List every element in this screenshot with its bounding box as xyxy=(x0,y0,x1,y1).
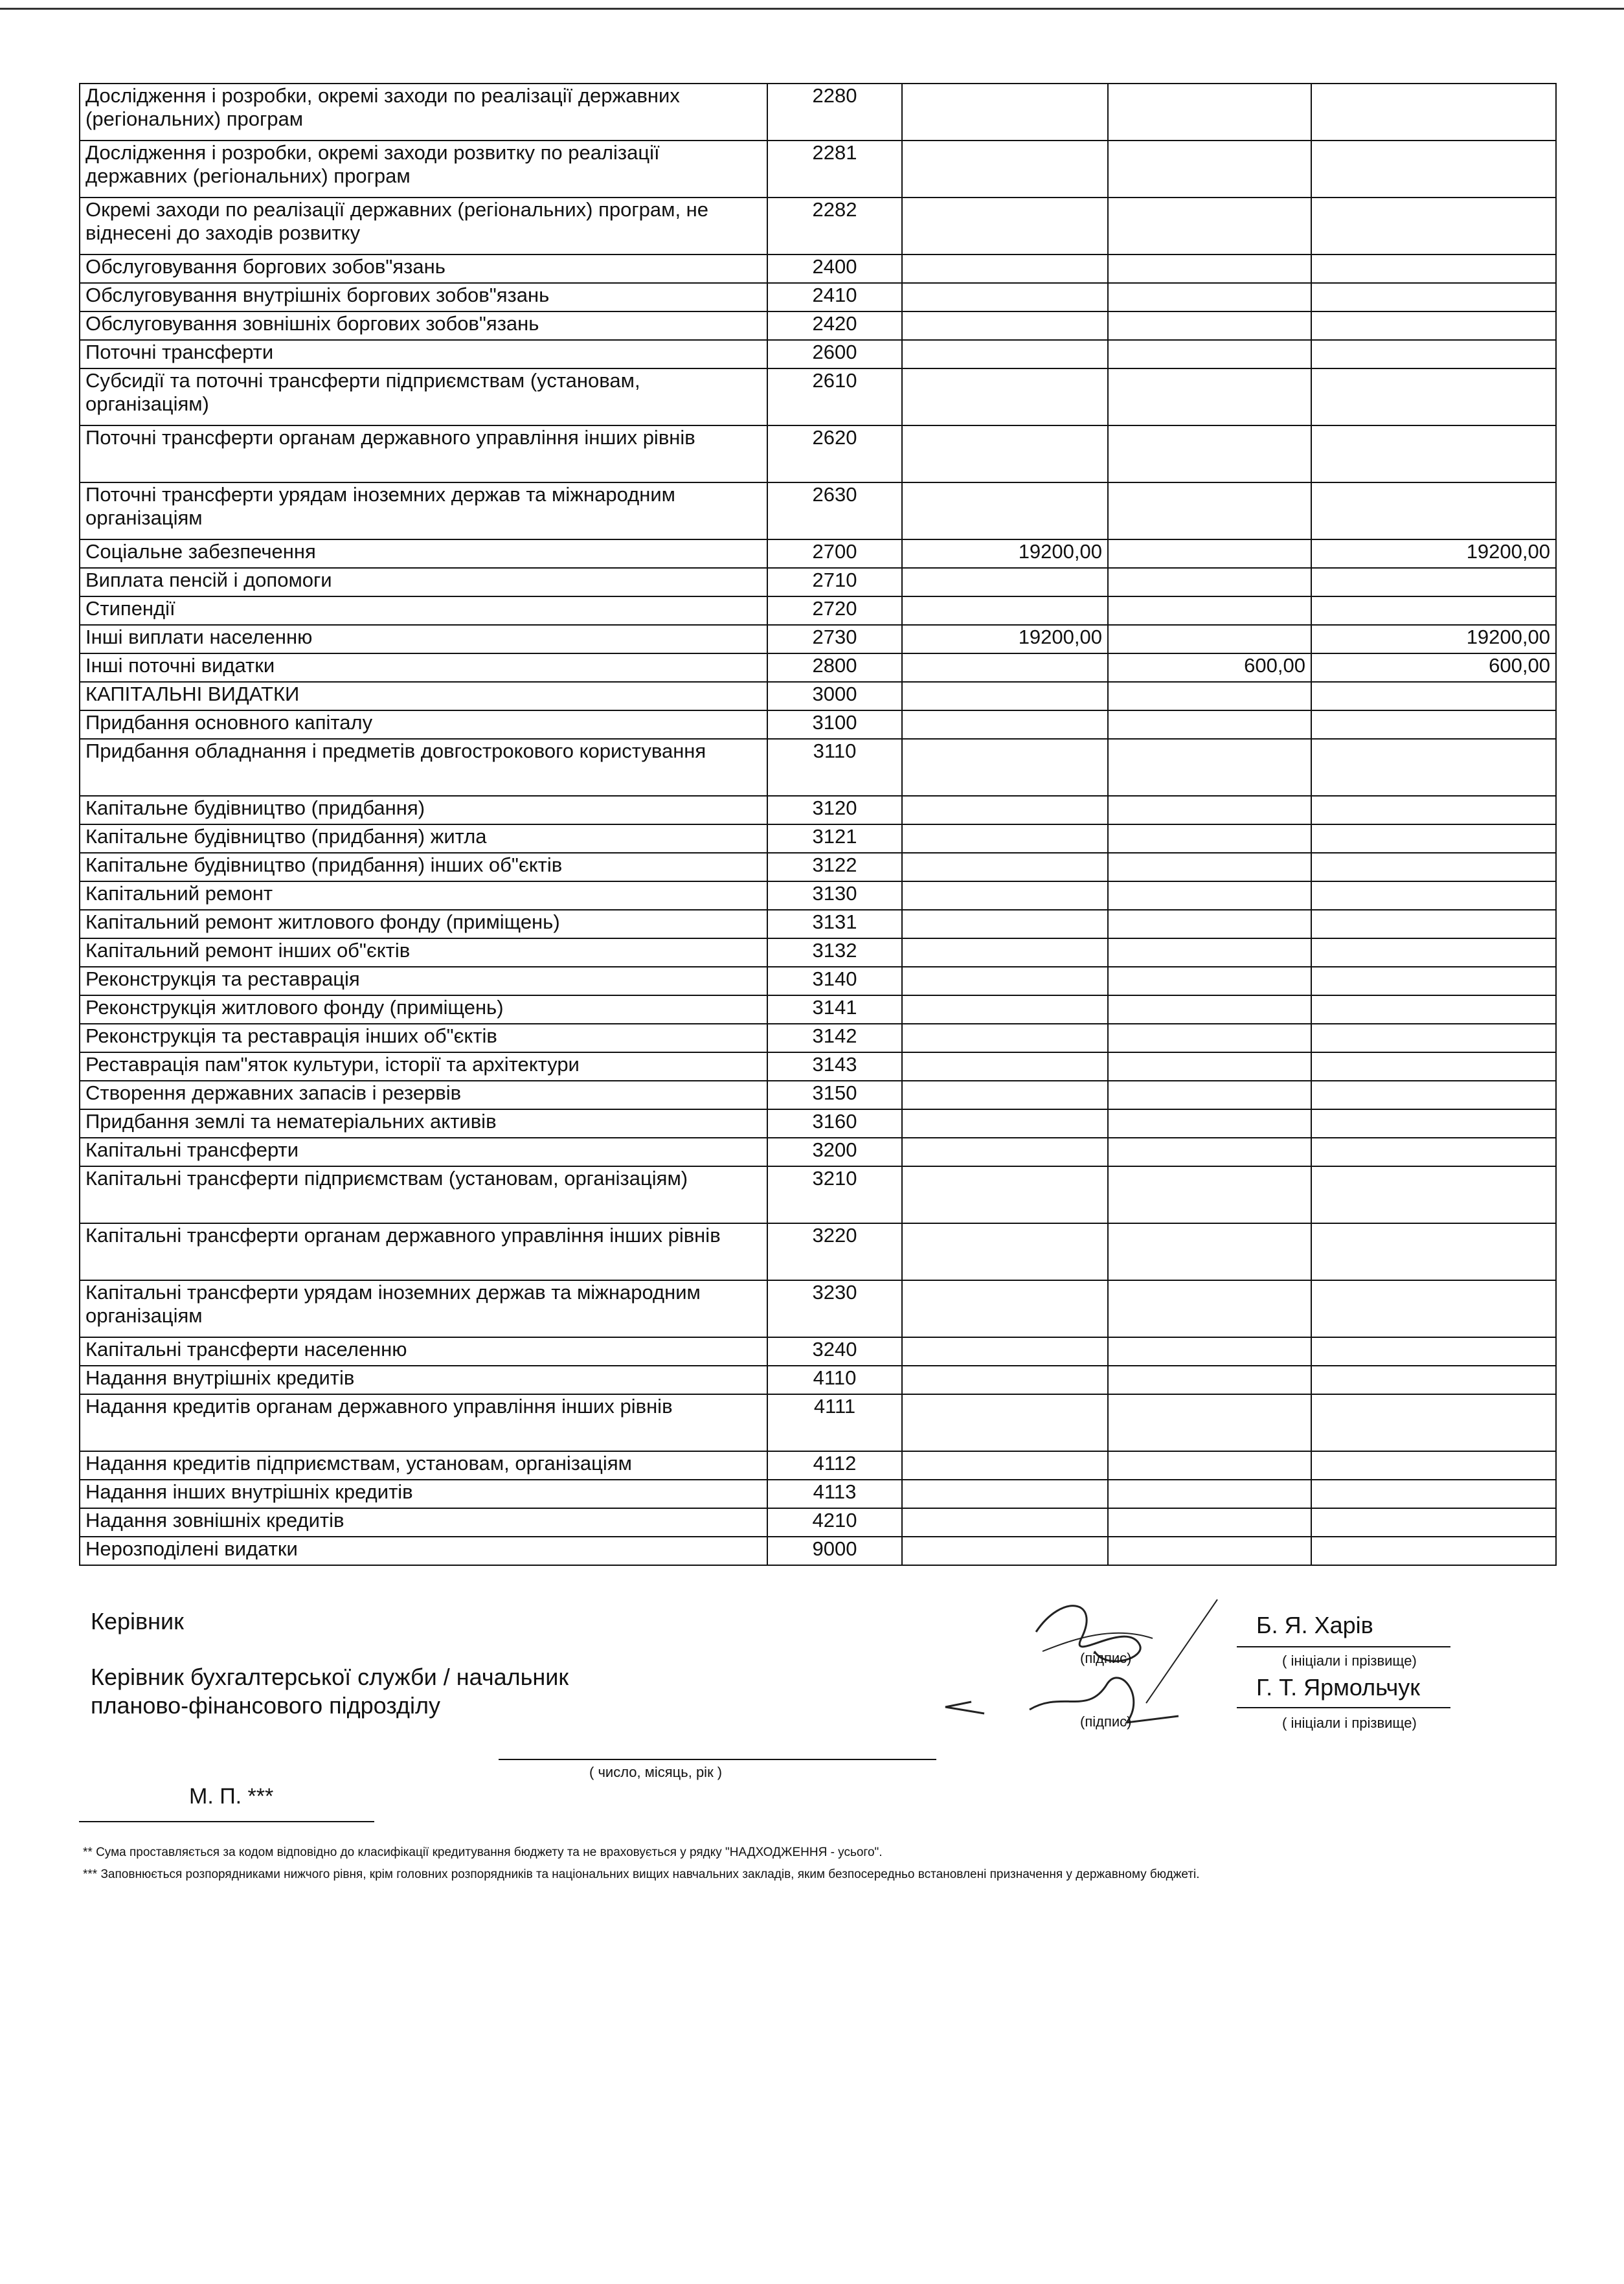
table-row xyxy=(80,1109,1556,1138)
row-name-cell: Дослідження і розробки, окремі заходи розвитку по реалізації державних (регіональних) програм xyxy=(80,141,767,198)
table-row xyxy=(80,283,1556,311)
row-value-col3-cell xyxy=(1311,938,1556,967)
row-value-col1-cell xyxy=(902,938,1108,967)
row-value-col2-cell: 600,00 xyxy=(1108,653,1311,682)
table-row xyxy=(80,141,1556,198)
row-value-col1-cell xyxy=(902,1081,1108,1109)
row-value-col2-cell xyxy=(1108,1223,1311,1280)
table-row xyxy=(80,1166,1556,1223)
row-code-cell: 2600 xyxy=(767,340,902,368)
table-row xyxy=(80,425,1556,482)
row-value-col3-cell xyxy=(1311,1109,1556,1138)
accountant-name-line xyxy=(1237,1707,1450,1708)
row-value-col3-cell xyxy=(1311,596,1556,625)
row-value-col3-cell xyxy=(1311,1508,1556,1537)
row-value-col1-cell xyxy=(902,710,1108,739)
row-name-cell: Капітальний ремонт інших об"єктів xyxy=(80,938,767,967)
row-value-col1-cell xyxy=(902,340,1108,368)
row-value-col3-cell xyxy=(1311,853,1556,881)
row-value-col3-cell xyxy=(1311,84,1556,141)
row-value-col3-cell xyxy=(1311,881,1556,910)
sign-caption-2: (підпис) xyxy=(1080,1713,1132,1730)
table-row xyxy=(80,995,1556,1024)
row-value-col1-cell xyxy=(902,1138,1108,1166)
row-value-col2-cell xyxy=(1108,739,1311,796)
table-row xyxy=(80,938,1556,967)
row-value-col3-cell xyxy=(1311,1052,1556,1081)
row-value-col3-cell: 19200,00 xyxy=(1311,539,1556,568)
row-code-cell: 3132 xyxy=(767,938,902,967)
table-row xyxy=(80,1052,1556,1081)
row-code-cell: 2400 xyxy=(767,254,902,283)
row-value-col2-cell xyxy=(1108,482,1311,539)
row-code-cell: 3220 xyxy=(767,1223,902,1280)
row-value-col3-cell xyxy=(1311,1024,1556,1052)
row-name-cell: Обслуговування внутрішніх боргових зобов"язань xyxy=(80,283,767,311)
table-row xyxy=(80,539,1556,568)
row-value-col2-cell xyxy=(1108,340,1311,368)
table-body xyxy=(80,84,1556,1565)
row-code-cell: 3100 xyxy=(767,710,902,739)
row-value-col3-cell xyxy=(1311,425,1556,482)
row-value-col2-cell xyxy=(1108,141,1311,198)
row-code-cell: 2700 xyxy=(767,539,902,568)
row-value-col1-cell xyxy=(902,682,1108,710)
row-name-cell: Реставрація пам"яток культури, історії та архітектури xyxy=(80,1052,767,1081)
row-value-col1-cell xyxy=(902,910,1108,938)
table-row xyxy=(80,739,1556,796)
accountant-name: Г. Т. Ярмольчук xyxy=(1256,1674,1420,1701)
row-code-cell: 2720 xyxy=(767,596,902,625)
table-row xyxy=(80,1337,1556,1366)
table-row xyxy=(80,198,1556,254)
row-value-col2-cell xyxy=(1108,682,1311,710)
row-value-col2-cell xyxy=(1108,1052,1311,1081)
row-code-cell: 2280 xyxy=(767,84,902,141)
head-name: Б. Я. Харів xyxy=(1256,1612,1373,1638)
row-value-col2-cell xyxy=(1108,710,1311,739)
row-name-cell: Капітальне будівництво (придбання) житла xyxy=(80,824,767,853)
row-value-col3-cell xyxy=(1311,1366,1556,1394)
row-value-col1-cell xyxy=(902,1223,1108,1280)
row-value-col2-cell xyxy=(1108,596,1311,625)
table-row xyxy=(80,1508,1556,1537)
row-value-col3-cell xyxy=(1311,910,1556,938)
row-value-col1-cell xyxy=(902,1480,1108,1508)
row-value-col3-cell xyxy=(1311,710,1556,739)
row-code-cell: 9000 xyxy=(767,1537,902,1565)
row-code-cell: 2730 xyxy=(767,625,902,653)
sign-caption-1: (підпис) xyxy=(1080,1650,1132,1666)
row-code-cell: 3110 xyxy=(767,739,902,796)
row-value-col1-cell xyxy=(902,283,1108,311)
row-name-cell: Дослідження і розробки, окремі заходи по реалізації державних (регіональних) програм xyxy=(80,84,767,141)
row-value-col3-cell xyxy=(1311,1480,1556,1508)
row-value-col3-cell xyxy=(1311,368,1556,425)
row-code-cell: 2282 xyxy=(767,198,902,254)
table-row xyxy=(80,625,1556,653)
row-name-cell: Реконструкція та реставрація xyxy=(80,967,767,995)
row-value-col1-cell xyxy=(902,1508,1108,1537)
row-value-col2-cell xyxy=(1108,1337,1311,1366)
row-code-cell: 3240 xyxy=(767,1337,902,1366)
row-value-col2-cell xyxy=(1108,1109,1311,1138)
row-code-cell: 4112 xyxy=(767,1451,902,1480)
row-name-cell: Реконструкція житлового фонду (приміщень) xyxy=(80,995,767,1024)
row-code-cell: 2410 xyxy=(767,283,902,311)
row-name-cell: Стипендії xyxy=(80,596,767,625)
page-top-border xyxy=(0,8,1624,10)
row-value-col3-cell xyxy=(1311,824,1556,853)
footnote-3: *** Заповнюється розпорядниками нижчого рівня, крім головних розпорядників та національних вищих навчальних закладів, яким безпосередньо встановлені призначення у державному бюджеті. xyxy=(83,1868,1200,1881)
row-value-col3-cell xyxy=(1311,254,1556,283)
row-value-col1-cell xyxy=(902,995,1108,1024)
row-name-cell: Інші поточні видатки xyxy=(80,653,767,682)
row-value-col3-cell xyxy=(1311,1081,1556,1109)
row-value-col1-cell xyxy=(902,1280,1108,1337)
row-value-col2-cell xyxy=(1108,1366,1311,1394)
table-row xyxy=(80,910,1556,938)
row-name-cell: Капітальні трансферти органам державного управління інших рівнів xyxy=(80,1223,767,1280)
row-code-cell: 4110 xyxy=(767,1366,902,1394)
row-value-col1-cell xyxy=(902,368,1108,425)
row-code-cell: 3160 xyxy=(767,1109,902,1138)
row-value-col1-cell xyxy=(902,1052,1108,1081)
row-value-col2-cell xyxy=(1108,84,1311,141)
row-value-col1-cell xyxy=(902,739,1108,796)
row-value-col2-cell xyxy=(1108,568,1311,596)
row-name-cell: Нерозподілені видатки xyxy=(80,1537,767,1565)
table-row xyxy=(80,1138,1556,1166)
row-name-cell: Придбання обладнання і предметів довгострокового користування xyxy=(80,739,767,796)
row-value-col3-cell xyxy=(1311,283,1556,311)
row-value-col1-cell xyxy=(902,482,1108,539)
head-label: Керівник xyxy=(91,1608,184,1634)
row-value-col2-cell xyxy=(1108,425,1311,482)
table-row xyxy=(80,1223,1556,1280)
row-code-cell: 3210 xyxy=(767,1166,902,1223)
date-caption: ( число, місяць, рік ) xyxy=(589,1764,723,1780)
row-value-col1-cell xyxy=(902,141,1108,198)
row-value-col1-cell xyxy=(902,881,1108,910)
row-name-cell: Інші виплати населенню xyxy=(80,625,767,653)
row-value-col2-cell xyxy=(1108,796,1311,824)
row-value-col1-cell xyxy=(902,967,1108,995)
row-code-cell: 3142 xyxy=(767,1024,902,1052)
row-name-cell: Субсидії та поточні трансферти підприємствам (установам, організаціям) xyxy=(80,368,767,425)
expenditure-table xyxy=(79,83,1557,1566)
row-name-cell: КАПІТАЛЬНІ ВИДАТКИ xyxy=(80,682,767,710)
row-name-cell: Окремі заходи по реалізації державних (регіональних) програм, не віднесені до заходів розвитку xyxy=(80,198,767,254)
row-value-col3-cell xyxy=(1311,311,1556,340)
table-row xyxy=(80,311,1556,340)
table-row xyxy=(80,853,1556,881)
row-name-cell: Придбання основного капіталу xyxy=(80,710,767,739)
table-row xyxy=(80,1537,1556,1565)
row-value-col2-cell xyxy=(1108,1024,1311,1052)
row-value-col3-cell xyxy=(1311,340,1556,368)
row-value-col2-cell xyxy=(1108,1138,1311,1166)
row-code-cell: 3130 xyxy=(767,881,902,910)
row-code-cell: 2281 xyxy=(767,141,902,198)
row-code-cell: 3141 xyxy=(767,995,902,1024)
initials-caption-2: ( ініціали і прізвище) xyxy=(1282,1715,1417,1731)
row-name-cell: Капітальне будівництво (придбання) інших об"єктів xyxy=(80,853,767,881)
row-code-cell: 3150 xyxy=(767,1081,902,1109)
row-value-col2-cell xyxy=(1108,254,1311,283)
row-value-col1-cell xyxy=(902,254,1108,283)
table-row xyxy=(80,1081,1556,1109)
row-value-col3-cell xyxy=(1311,1166,1556,1223)
row-value-col2-cell xyxy=(1108,283,1311,311)
row-value-col3-cell: 600,00 xyxy=(1311,653,1556,682)
table-row xyxy=(80,1480,1556,1508)
row-value-col3-cell xyxy=(1311,1138,1556,1166)
row-value-col2-cell xyxy=(1108,910,1311,938)
table-row xyxy=(80,967,1556,995)
row-code-cell: 3143 xyxy=(767,1052,902,1081)
row-name-cell: Надання інших внутрішніх кредитів xyxy=(80,1480,767,1508)
row-value-col2-cell xyxy=(1108,1480,1311,1508)
row-name-cell: Капітальні трансферти населенню xyxy=(80,1337,767,1366)
row-name-cell: Створення державних запасів і резервів xyxy=(80,1081,767,1109)
row-value-col3-cell xyxy=(1311,1451,1556,1480)
table-row xyxy=(80,482,1556,539)
row-name-cell: Надання кредитів органам державного управління інших рівнів xyxy=(80,1394,767,1451)
row-value-col1-cell xyxy=(902,1451,1108,1480)
row-value-col3-cell xyxy=(1311,967,1556,995)
row-code-cell: 3122 xyxy=(767,853,902,881)
row-value-col3-cell xyxy=(1311,1537,1556,1565)
row-value-col2-cell xyxy=(1108,539,1311,568)
row-name-cell: Поточні трансферти урядам іноземних держав та міжнародним організаціям xyxy=(80,482,767,539)
row-name-cell: Поточні трансферти xyxy=(80,340,767,368)
row-name-cell: Поточні трансферти органам державного управління інших рівнів xyxy=(80,425,767,482)
row-code-cell: 2610 xyxy=(767,368,902,425)
date-line xyxy=(499,1759,936,1760)
row-value-col2-cell xyxy=(1108,938,1311,967)
row-name-cell: Реконструкція та реставрація інших об"єктів xyxy=(80,1024,767,1052)
row-value-col3-cell xyxy=(1311,1223,1556,1280)
row-value-col1-cell xyxy=(902,824,1108,853)
row-value-col1-cell xyxy=(902,1337,1108,1366)
row-value-col1-cell xyxy=(902,796,1108,824)
stamp-label: М. П. *** xyxy=(189,1784,274,1809)
row-value-col1-cell xyxy=(902,653,1108,682)
table-row xyxy=(80,682,1556,710)
row-value-col2-cell xyxy=(1108,1166,1311,1223)
table-row xyxy=(80,653,1556,682)
row-value-col2-cell xyxy=(1108,824,1311,853)
row-name-cell: Надання зовнішніх кредитів xyxy=(80,1508,767,1537)
row-value-col3-cell xyxy=(1311,1337,1556,1366)
row-name-cell: Обслуговування зовнішніх боргових зобов"язань xyxy=(80,311,767,340)
row-value-col1-cell xyxy=(902,1166,1108,1223)
row-name-cell: Обслуговування боргових зобов"язань xyxy=(80,254,767,283)
row-code-cell: 4111 xyxy=(767,1394,902,1451)
row-value-col2-cell xyxy=(1108,625,1311,653)
row-value-col3-cell xyxy=(1311,141,1556,198)
row-value-col1-cell xyxy=(902,198,1108,254)
table-row xyxy=(80,881,1556,910)
row-code-cell: 2710 xyxy=(767,568,902,596)
row-value-col3-cell: 19200,00 xyxy=(1311,625,1556,653)
table-row xyxy=(80,824,1556,853)
row-name-cell: Капітальний ремонт житлового фонду (приміщень) xyxy=(80,910,767,938)
row-value-col1-cell xyxy=(902,1394,1108,1451)
row-value-col3-cell xyxy=(1311,682,1556,710)
table-row xyxy=(80,568,1556,596)
row-value-col3-cell xyxy=(1311,796,1556,824)
row-code-cell: 4210 xyxy=(767,1508,902,1537)
table-row xyxy=(80,254,1556,283)
row-value-col3-cell xyxy=(1311,482,1556,539)
table-row xyxy=(80,368,1556,425)
row-value-col1-cell xyxy=(902,1109,1108,1138)
row-value-col3-cell xyxy=(1311,1280,1556,1337)
row-name-cell: Надання внутрішніх кредитів xyxy=(80,1366,767,1394)
table-row xyxy=(80,796,1556,824)
row-code-cell: 3230 xyxy=(767,1280,902,1337)
row-code-cell: 3200 xyxy=(767,1138,902,1166)
row-code-cell: 3140 xyxy=(767,967,902,995)
row-value-col2-cell xyxy=(1108,881,1311,910)
table-row xyxy=(80,1394,1556,1451)
row-value-col1-cell xyxy=(902,568,1108,596)
row-name-cell: Придбання землі та нематеріальних активів xyxy=(80,1109,767,1138)
row-value-col3-cell xyxy=(1311,995,1556,1024)
head-name-line xyxy=(1237,1646,1450,1647)
accountant-label-line2: планово-фінансового підрозділу xyxy=(91,1692,440,1719)
row-name-cell: Капітальне будівництво (придбання) xyxy=(80,796,767,824)
row-value-col3-cell xyxy=(1311,198,1556,254)
row-value-col2-cell xyxy=(1108,368,1311,425)
row-code-cell: 2620 xyxy=(767,425,902,482)
initials-caption-1: ( ініціали і прізвище) xyxy=(1282,1653,1417,1669)
footnote-2: ** Сума проставляється за кодом відповідно до класифікації кредитування бюджету та не враховується у рядку "НАДХОДЖЕННЯ - усього". xyxy=(83,1846,883,1859)
row-name-cell: Соціальне забезпечення xyxy=(80,539,767,568)
row-code-cell: 3121 xyxy=(767,824,902,853)
row-value-col2-cell xyxy=(1108,1451,1311,1480)
row-name-cell: Виплата пенсій і допомоги xyxy=(80,568,767,596)
row-value-col1-cell xyxy=(902,1366,1108,1394)
row-code-cell: 2800 xyxy=(767,653,902,682)
row-value-col1-cell: 19200,00 xyxy=(902,539,1108,568)
row-value-col2-cell xyxy=(1108,1394,1311,1451)
row-value-col2-cell xyxy=(1108,198,1311,254)
row-value-col2-cell xyxy=(1108,967,1311,995)
row-value-col1-cell xyxy=(902,84,1108,141)
accountant-label-line1: Керівник бухгалтерської служби / начальник xyxy=(91,1664,569,1690)
table-row xyxy=(80,710,1556,739)
row-value-col3-cell xyxy=(1311,739,1556,796)
table-row xyxy=(80,1451,1556,1480)
row-code-cell: 2420 xyxy=(767,311,902,340)
row-value-col2-cell xyxy=(1108,1280,1311,1337)
row-name-cell: Капітальний ремонт xyxy=(80,881,767,910)
row-value-col2-cell xyxy=(1108,1537,1311,1565)
row-name-cell: Надання кредитів підприємствам, установам, організаціям xyxy=(80,1451,767,1480)
row-value-col1-cell xyxy=(902,596,1108,625)
row-value-col1-cell xyxy=(902,311,1108,340)
table-row xyxy=(80,84,1556,141)
row-value-col1-cell xyxy=(902,1537,1108,1565)
row-value-col1-cell xyxy=(902,853,1108,881)
row-code-cell: 3131 xyxy=(767,910,902,938)
row-value-col2-cell xyxy=(1108,1508,1311,1537)
table-row xyxy=(80,1024,1556,1052)
row-name-cell: Капітальні трансферти підприємствам (установам, організаціям) xyxy=(80,1166,767,1223)
table-row xyxy=(80,596,1556,625)
footnote-separator xyxy=(79,1821,374,1822)
row-code-cell: 3000 xyxy=(767,682,902,710)
row-value-col2-cell xyxy=(1108,1081,1311,1109)
table-row xyxy=(80,340,1556,368)
row-code-cell: 4113 xyxy=(767,1480,902,1508)
row-value-col1-cell: 19200,00 xyxy=(902,625,1108,653)
row-value-col2-cell xyxy=(1108,995,1311,1024)
row-value-col2-cell xyxy=(1108,311,1311,340)
row-value-col2-cell xyxy=(1108,853,1311,881)
row-value-col1-cell xyxy=(902,425,1108,482)
row-name-cell: Капітальні трансферти xyxy=(80,1138,767,1166)
row-code-cell: 2630 xyxy=(767,482,902,539)
row-value-col1-cell xyxy=(902,1024,1108,1052)
row-value-col3-cell xyxy=(1311,568,1556,596)
row-code-cell: 3120 xyxy=(767,796,902,824)
row-name-cell: Капітальні трансферти урядам іноземних держав та міжнародним організаціям xyxy=(80,1280,767,1337)
table-row xyxy=(80,1280,1556,1337)
row-value-col3-cell xyxy=(1311,1394,1556,1451)
table-row xyxy=(80,1366,1556,1394)
